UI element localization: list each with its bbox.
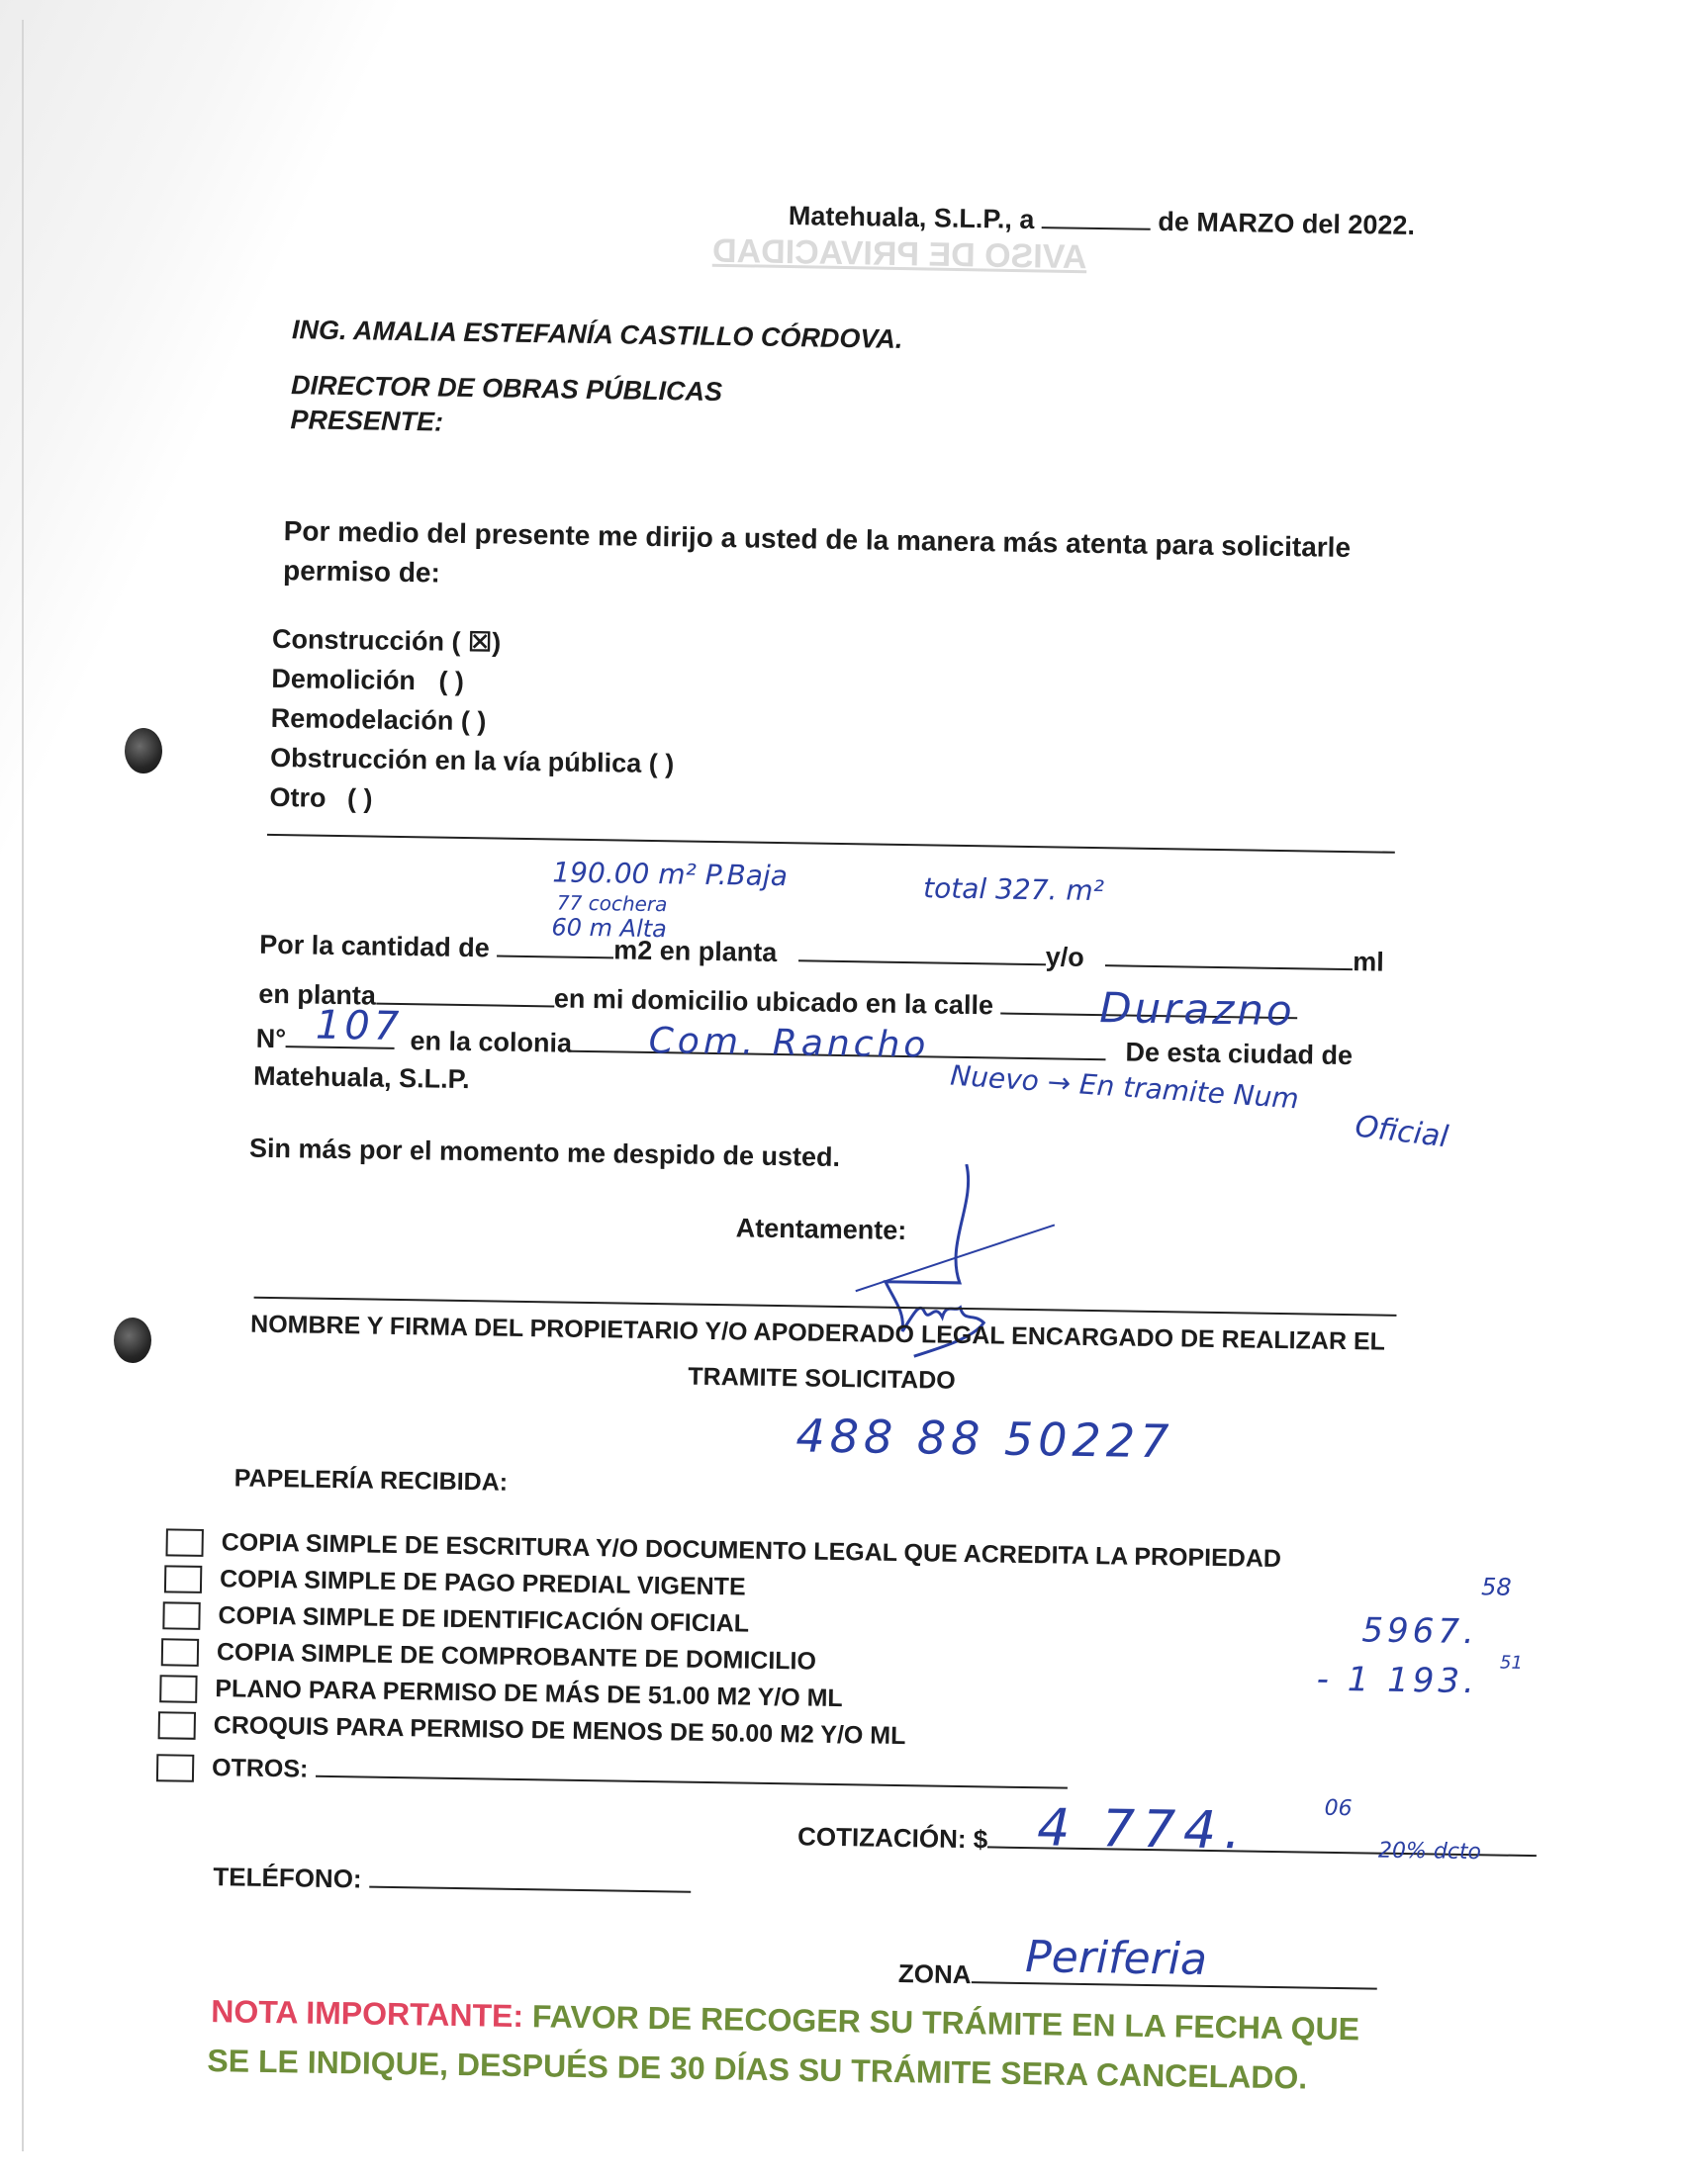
checkbox[interactable] (158, 1712, 196, 1741)
handwritten-colony-cont: Nuevo → En tramite Num (949, 1058, 1300, 1116)
permit-otro[interactable]: Otro ( ) (269, 781, 373, 814)
telefono-line: TELÉFONO: (213, 1858, 692, 1900)
checkbox[interactable] (165, 1529, 203, 1558)
number-colony-line: N° en la colonia De esta ciudad de (255, 1020, 1353, 1071)
signature-label-1: NOMBRE Y FIRMA DEL PROPIETARIO Y/O APODERADO LEGAL ENCARGADO DE REALIZAR EL (249, 1310, 1386, 1356)
handwritten-street: Durazno (1098, 983, 1295, 1036)
permit-obstruccion[interactable]: Obstrucción en la vía pública ( ) (269, 742, 675, 779)
bleed-through-heading: AVISO DE PRIVACIDAD (711, 231, 1087, 277)
cotizacion-line: COTIZACIÓN: $ (797, 1817, 1538, 1864)
handwritten-calc-2: 5967. (1361, 1610, 1479, 1653)
checkbox[interactable] (159, 1676, 197, 1704)
recipient-presente: PRESENTE: (290, 405, 444, 437)
zona-line: ZONA (898, 1955, 1377, 1997)
telefono-field[interactable] (369, 1861, 691, 1893)
day-field[interactable] (1042, 201, 1151, 230)
doc-check-identificacion[interactable]: COPIA SIMPLE DE IDENTIFICACIÓN OFICIAL (162, 1600, 749, 1639)
handwritten-zone: Periferia (1024, 1932, 1208, 1985)
handwritten-quote-note: 20% dcto (1377, 1838, 1482, 1866)
recipient-title: DIRECTOR DE OBRAS PÚBLICAS (290, 370, 723, 408)
handwritten-quote-cents: 06 (1324, 1795, 1353, 1822)
otros-field[interactable] (316, 1750, 1068, 1789)
signature-label-2: TRAMITE SOLICITADO (688, 1362, 956, 1395)
handwritten-area-note-2: 77 cochera (556, 890, 668, 917)
intro-line-1: Por medio del presente me dirijo a usted de la manera más atenta para solicitarle (283, 515, 1352, 564)
checkbox[interactable] (156, 1755, 194, 1783)
handwritten-quote-amount: 4 774. (1036, 1798, 1250, 1862)
doc-check-otros[interactable]: OTROS: (156, 1747, 1069, 1796)
checkbox[interactable] (164, 1566, 202, 1594)
handwritten-colony-cont-2: Oficial (1353, 1109, 1450, 1155)
nota-text-2: SE LE INDIQUE, DESPUÉS DE 30 DÍAS SU TRÁMITE SERA CANCELADO. (207, 2043, 1308, 2096)
atentamente: Atentamente: (735, 1213, 907, 1246)
handwritten-phone: 488 88 50227 (795, 1409, 1174, 1469)
permit-remodelacion[interactable]: Remodelación ( ) (270, 702, 487, 737)
papeleria-title: PAPELERÍA RECIBIDA: (234, 1464, 509, 1497)
en-planta-field[interactable] (376, 977, 554, 1008)
doc-check-croquis[interactable]: CROQUIS PARA PERMISO DE MENOS DE 50.00 M2 Y/O ML (158, 1710, 906, 1751)
checkbox[interactable] (162, 1602, 200, 1631)
date-prefix: Matehuala, S.L.P., a (788, 201, 1035, 234)
doc-check-plano[interactable]: PLANO PARA PERMISO DE MÁS DE 51.00 M2 Y/O ML (159, 1674, 843, 1713)
recipient-name: ING. AMALIA ESTEFANÍA CASTILLO CÓRDOVA. (291, 315, 903, 354)
permit-construccion[interactable]: Construcción ( ☒) (271, 623, 502, 658)
nota-text-1: FAVOR DE RECOGER SU TRÁMITE EN LA FECHA QUE (531, 1998, 1360, 2048)
nota-line-1 (211, 1993, 1359, 2048)
handwritten-calc-4: 51 (1499, 1652, 1524, 1674)
handwritten-calc-3: - 1 193. (1316, 1659, 1479, 1702)
checkbox[interactable] (161, 1639, 199, 1668)
doc-check-escritura[interactable]: COPIA SIMPLE DE ESCRITURA Y/O DOCUMENTO LEGAL QUE ACREDITA LA PROPIEDAD (165, 1527, 1281, 1574)
planta-field[interactable] (798, 934, 1046, 965)
quantity-line: Por la cantidad de m2 en planta y/o ml (258, 929, 1384, 977)
intro-line-2: permiso de: (282, 555, 441, 589)
handwritten-calc-1: 58 (1480, 1573, 1512, 1601)
doc-check-domicilio[interactable]: COPIA SIMPLE DE COMPROBANTE DE DOMICILIO (161, 1637, 816, 1677)
handwritten-number: 107 (315, 1002, 404, 1050)
city-line: Matehuala, S.L.P. (252, 1060, 470, 1095)
permit-other-line[interactable] (267, 834, 1395, 854)
nota-label: NOTA IMPORTANTE: (210, 1993, 524, 2035)
handwritten-area-total: total 327. m² (922, 871, 1105, 908)
date-line (789, 197, 1416, 241)
permit-demolicion[interactable]: Demolición ( ) (271, 663, 465, 696)
handwritten-area-note-3: 60 m Alta (551, 913, 668, 944)
address-line: en planta en mi domicilio ubicado en la calle (258, 975, 1298, 1026)
ml-field[interactable] (1105, 939, 1353, 970)
quantity-field[interactable] (497, 930, 613, 959)
handwritten-colony: Com. Rancho (648, 1020, 930, 1066)
doc-check-predial[interactable]: COPIA SIMPLE DE PAGO PREDIAL VIGENTE (164, 1564, 746, 1602)
month-year: de MARZO del 2022. (1158, 206, 1416, 241)
farewell: Sin más por el momento me despido de usted. (248, 1133, 841, 1172)
handwritten-area-note-1: 190.00 m² P.Baja (552, 856, 789, 893)
